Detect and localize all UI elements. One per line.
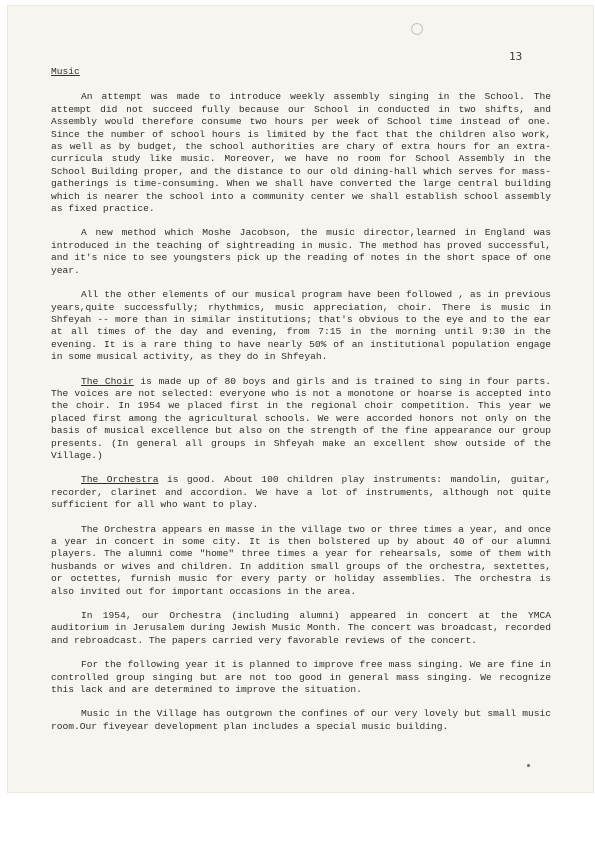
paragraph-concert-1954 [51,610,551,647]
paragraph-text: Music in the Village has outgrown the confines of our very lovely but small music room.Our fiveyear development plan includes a special music building. [51,708,551,732]
section-heading: Music [51,66,80,77]
paragraph-text: All the other elements of our musical program have been followed , as in previous years,quite successfully; rhythmics, music appreciation, choir. There is music in Shfeyah -- more than in similar institutions; that's obvious to the eye and to the ear at all times of the day and evening, from 7:15 in the morning until 9:30 in the evening. It is a rare thing to have nearly 50% of an institutional population engage in some musical activity, as they do in Shfeyah. [51,289,551,363]
document-page [8,6,593,792]
paragraph-text: is good. About 100 children play instruments: mandolin, guitar, recorder, clarinet and accordion. We have a lot of instruments, although not quite sufficient for all who want to play. [51,474,551,511]
paragraph-orchestra-appearances [51,524,551,598]
paragraph-text: The Orchestra appears en masse in the village two or three times a year, and once a year in concert in some city. It is then bolstered up by about 40 of our alumni players. The alumni come "home" three times a year for rehearsals, some of them with husbands or wives and children. In addition small groups of the orchestra, sextettes, or octettes, furnish music for every party or holiday assemblies. The orchestra is also invited out for important occasions in the area. [51,523,551,597]
paragraph-assembly-singing [51,91,551,215]
paragraph-orchestra [51,474,551,511]
paragraph-text: A new method which Moshe Jacobson, the music director,learned in England was introduced in the teaching of sightreading in music. The method has proved successful, and it's nice to see youngsters pick up the reading of notes in the short space of one year. [51,227,551,276]
paragraph-musical-program [51,289,551,363]
choir-lead-term: The Choir [81,375,134,387]
paragraph-text: For the following year it is planned to improve free mass singing. We are fine in controlled group singing but are not too good in general mass singing. We recognize this lack and are determined to improve the situation. [51,659,551,696]
paragraph-choir [51,376,551,463]
orchestra-lead-term: The Orchestra [81,474,159,486]
punch-hole-mark [411,23,423,35]
page-number: 13 [509,50,523,63]
paragraph-sightreading [51,227,551,277]
paragraph-music-room [51,708,551,733]
paragraph-text: is made up of 80 boys and girls and is trained to sing in four parts. The voices are not selected: everyone who is not a monotone or hoarse is accepted into the choir. In 1954 we placed first in the regional choir competition. This year we placed first among the agricultural schools. We were accorded honors not only on the basis of musical excellence but also on the strength of the fine appearance our group presents. (In general all groups in Shfeyah make an excellent show outside of the Village.) [51,375,551,461]
paragraph-text: An attempt was made to introduce weekly assembly singing in the School. The attempt did not succeed fully because our School in conducted in two shifts, and Assembly would therefore consume two hours per week of School time instead of one. Since the number of school hours is limited by the fact that the children also work, as well as by budget, the school authorities are chary of extra hours for an extra-curricula study like music. Moreover, we have no room for School Assembly in the School Building proper, and the distance to our old dining-hall which serves for mass-gatherings is time-consuming. When we shall have converted the large central building which is nearer the school into a community center we shall establish school assembly as fixed practice. [51,91,551,215]
paragraph-text: In 1954, our Orchestra (including alumni) appeared in concert at the YMCA auditorium in Jerusalem during Jewish Music Month. The concert was broadcast, recorded and rebroadcast. The papers carried very favorable reviews of the concert. [51,610,551,646]
document-body [51,66,551,745]
ink-speck [527,764,530,767]
paragraph-mass-singing [51,659,551,696]
